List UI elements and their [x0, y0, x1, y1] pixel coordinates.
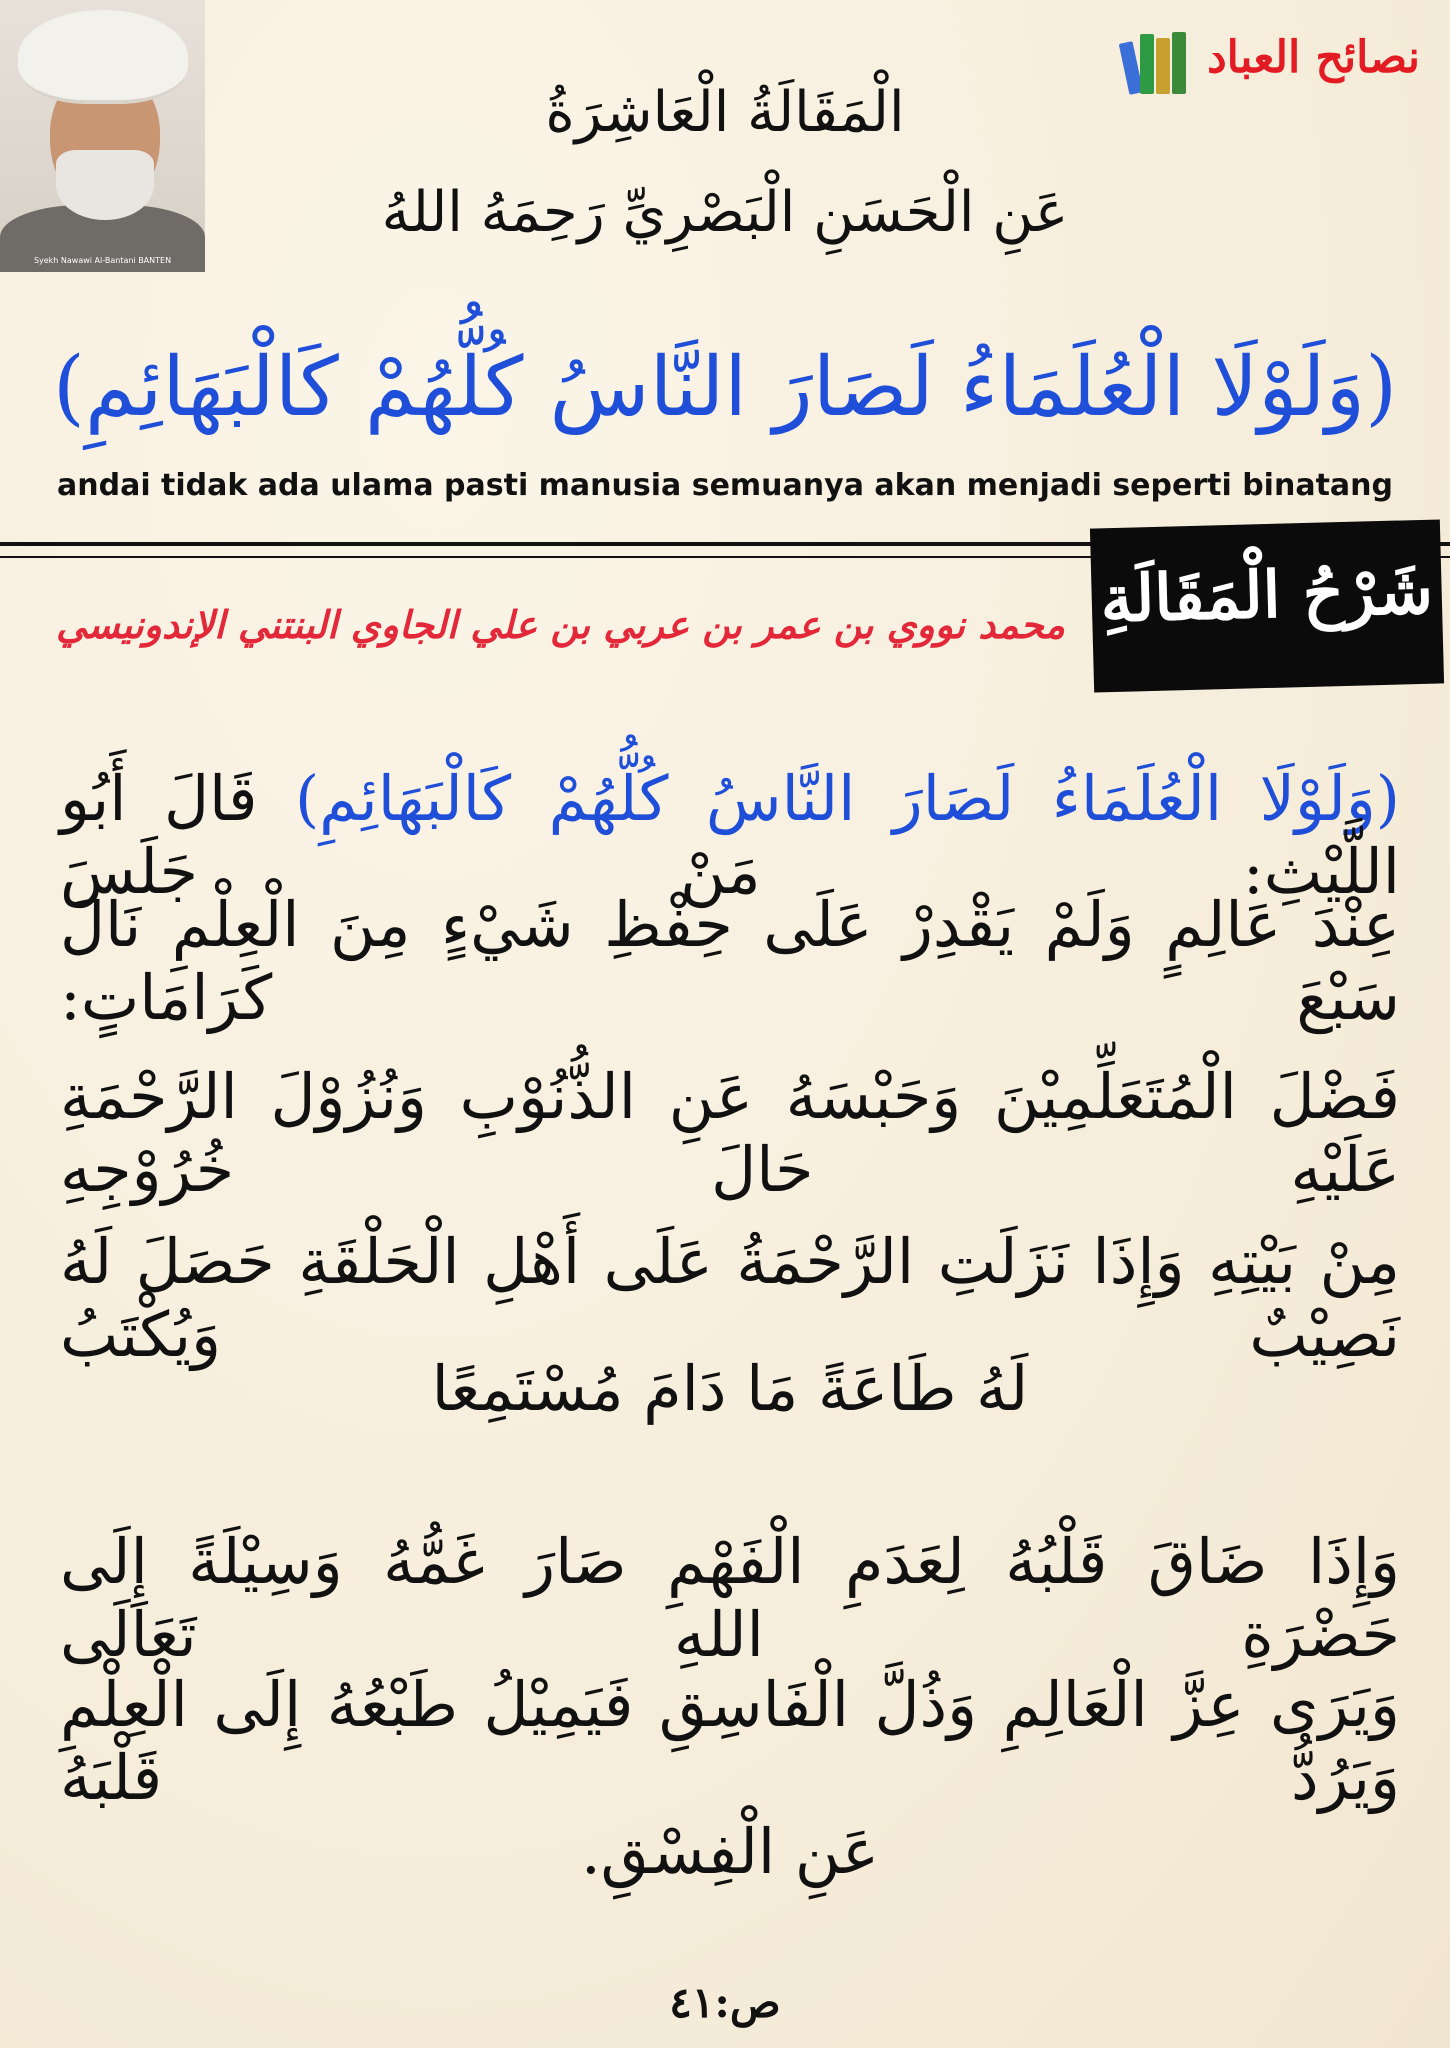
body-text: قَالَ أَبُو اللَّيْثِ: مَنْ جَلَسَ [60, 762, 1400, 908]
brand-label: نصائح العباد [1207, 32, 1420, 83]
portrait-caption: Syekh Nawawi Al-Bantani BANTEN [33, 256, 172, 265]
body-quote: (وَلَوْلَا الْعُلَمَاءُ لَصَارَ النَّاسُ كُلُّهُمْ كَالْبَهَائِمِ) [294, 762, 1400, 835]
translation: andai tidak ada ulama pasti manusia semuanya akan menjadi seperti binatang [57, 468, 1393, 503]
body-line: وَإِذَا ضَاقَ قَلْبُهُ لِعَدَمِ الْفَهْمِ صَارَ غَمُّهُ وَسِيْلَةً إِلَى حَضْرَةِ اللهِ تَعَالَى [60, 1525, 1400, 1671]
body-line: مِنْ بَيْتِهِ وَإِذَا نَزَلَتِ الرَّحْمَةُ عَلَى أَهْلِ الْحَلْقَةِ حَصَلَ لَهُ نَصِيْبٌ وَيُكْتَبُ [60, 1225, 1400, 1371]
commentary-badge [1090, 519, 1444, 692]
page-title: الْمَقَالَةُ الْعَاشِرَةُ [545, 80, 905, 145]
commentary-badge-label: شَرْحُ الْمَقَالَةِ [1099, 553, 1434, 638]
page-number: ص:٤١ [669, 1978, 781, 2027]
body-line: عِنْدَ عَالِمٍ وَلَمْ يَقْدِرْ عَلَى حِفْظِ شَيْءٍ مِنَ الْعِلْمِ نَالَ سَبْعَ كَرَامَاتٍ: [60, 888, 1400, 1034]
body-line: عَنِ الْفِسْقِ. [580, 1815, 880, 1888]
body-line: وَيَرَى عِزَّ الْعَالِمِ وَذُلَّ الْفَاسِقِ فَيَمِيْلُ طَبْعُهُ إِلَى الْعِلْمِ وَيَرُدُّ قَلْبَهُ [60, 1668, 1400, 1814]
body-line [60, 762, 1400, 908]
commentary-author: محمد نووي بن عمر بن عربي بن علي الجاوي البنتني الإندونيسي [55, 602, 1065, 647]
attribution: عَنِ الْحَسَنِ الْبَصْرِيِّ رَحِمَهُ اللهُ [381, 180, 1069, 245]
body-line: لَهُ طَاعَةً مَا دَامَ مُسْتَمِعًا [431, 1352, 1029, 1425]
body-line: فَضْلَ الْمُتَعَلِّمِيْنَ وَحَبْسَهُ عَنِ الذُّنُوْبِ وَنُزُوْلَ الرَّحْمَةِ عَلَيْهِ حَالَ خُرُوْجِهِ [60, 1060, 1400, 1206]
main-quote: (وَلَوْلَا الْعُلَمَاءُ لَصَارَ النَّاسُ كُلُّهُمْ كَالْبَهَائِمِ) [52, 340, 1398, 435]
